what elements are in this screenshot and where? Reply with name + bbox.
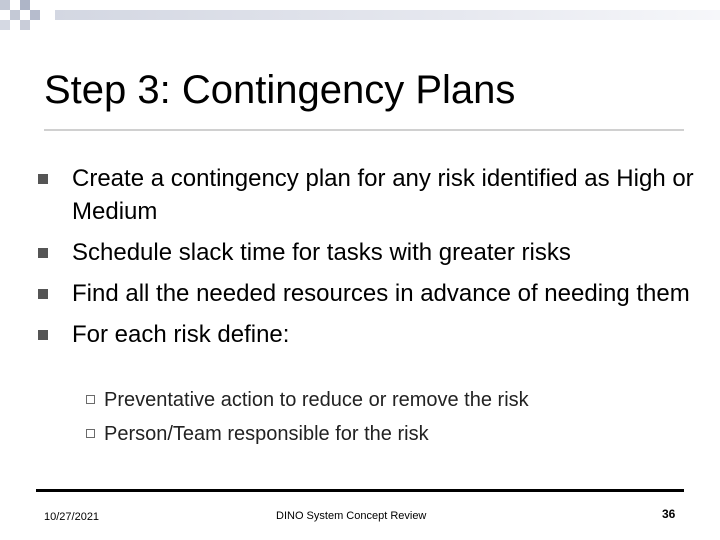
footer-title: DINO System Concept Review	[276, 510, 427, 522]
slide-title: Step 3: Contingency Plans	[44, 68, 516, 112]
bullet-text: For each risk define:	[72, 321, 290, 348]
square-bullet-icon	[38, 330, 48, 340]
bullet-list	[36, 162, 696, 359]
square-bullet-icon	[38, 174, 48, 184]
sub-bullet-item	[84, 420, 529, 448]
bullet-item	[36, 236, 696, 269]
bullet-text: Schedule slack time for tasks with greater risks	[72, 239, 571, 266]
square-bullet-icon	[38, 289, 48, 299]
bullet-item	[36, 318, 696, 351]
decor-square	[30, 10, 40, 20]
sub-bullet-list	[84, 386, 529, 454]
footer-date: 10/27/2021	[44, 511, 100, 523]
page-number: 36	[662, 507, 676, 521]
square-bullet-icon	[38, 248, 48, 258]
sub-bullet-text: Preventative action to reduce or remove the risk	[104, 389, 529, 411]
title-divider	[44, 129, 684, 131]
sub-bullet-item	[84, 386, 529, 414]
decor-band	[55, 10, 720, 20]
hollow-square-bullet-icon	[86, 395, 95, 404]
decor-square	[10, 10, 20, 20]
header-decoration	[0, 0, 720, 32]
bullet-item	[36, 277, 696, 310]
decor-square	[20, 20, 30, 30]
bullet-text: Find all the needed resources in advance of needing them	[72, 280, 690, 307]
bullet-text: Create a contingency plan for any risk identified as High or Medium	[72, 165, 694, 225]
sub-bullet-text: Person/Team responsible for the risk	[104, 423, 429, 445]
bullet-item	[36, 162, 696, 228]
decor-square	[0, 0, 10, 10]
decor-square	[20, 0, 30, 10]
footer-divider	[36, 489, 684, 492]
decor-square	[0, 20, 10, 30]
hollow-square-bullet-icon	[86, 429, 95, 438]
